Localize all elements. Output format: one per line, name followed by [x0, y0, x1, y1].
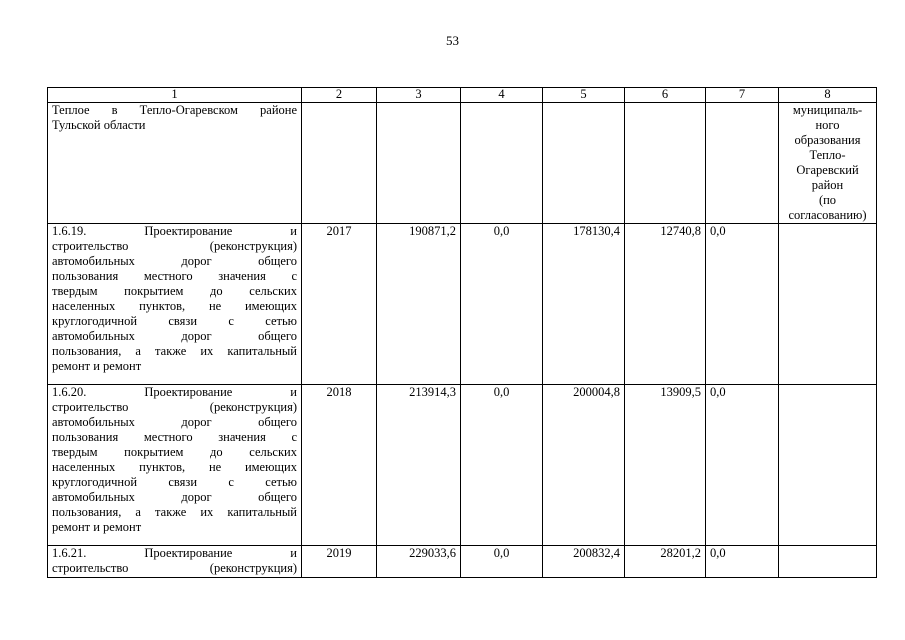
desc-line: Теплое в Тепло-Огаревском районе [52, 103, 297, 117]
executor-cell [779, 224, 877, 385]
desc-line: ремонт и ремонт [52, 359, 142, 373]
page-number: 53 [446, 33, 459, 48]
desc-line: строительство (реконструкция) [52, 239, 297, 253]
desc-line: строительство (реконструкция) [52, 400, 297, 414]
executor-cell [779, 385, 877, 546]
desc-line: 1.6.21. Проектирование и [52, 546, 297, 560]
row-description [48, 385, 302, 546]
table-row [48, 103, 877, 224]
other-cell: 0,0 [706, 385, 779, 546]
executor-cell [779, 546, 877, 578]
desc-line: автомобильных дорог общего [52, 329, 297, 343]
total-cell [377, 103, 461, 224]
federal-cell: 0,0 [461, 385, 543, 546]
table-row [48, 224, 877, 385]
other-cell: 0,0 [706, 546, 779, 578]
desc-line: 1.6.19. Проектирование и [52, 224, 297, 238]
federal-cell: 0,0 [461, 224, 543, 385]
desc-line: Тульской области [52, 118, 146, 132]
year-cell: 2018 [302, 385, 377, 546]
row-description [48, 224, 302, 385]
budget-table [47, 87, 877, 578]
local-cell: 12740,8 [625, 224, 706, 385]
federal-cell [461, 103, 543, 224]
desc-line: пользования, а также их капитальный [52, 505, 297, 519]
desc-line: пользования, а также их капитальный [52, 344, 297, 358]
row-description [48, 546, 302, 578]
executor-line: район [811, 178, 844, 192]
regional-cell: 200832,4 [543, 546, 625, 578]
executor-cell [779, 103, 877, 224]
year-cell [302, 103, 377, 224]
desc-line: пользования местного значения с [52, 269, 297, 283]
header-cell-6: 6 [625, 88, 706, 103]
other-cell: 0,0 [706, 224, 779, 385]
executor-line: Огаревский [796, 163, 859, 177]
total-cell: 229033,6 [377, 546, 461, 578]
executor-line: Тепло- [809, 148, 846, 162]
other-cell [706, 103, 779, 224]
desc-line: круглогодичной связи с сетью [52, 314, 297, 328]
desc-line: ремонт и ремонт [52, 520, 142, 534]
desc-line: 1.6.20. Проектирование и [52, 385, 297, 399]
federal-cell: 0,0 [461, 546, 543, 578]
header-cell-4: 4 [461, 88, 543, 103]
table-row [48, 385, 877, 546]
header-cell-5: 5 [543, 88, 625, 103]
year-cell: 2019 [302, 546, 377, 578]
table-row [48, 546, 877, 578]
total-cell: 190871,2 [377, 224, 461, 385]
executor-line: согласованию) [788, 208, 867, 222]
local-cell: 28201,2 [625, 546, 706, 578]
desc-line: населенных пунктов, не имеющих [52, 299, 297, 313]
local-cell [625, 103, 706, 224]
executor-line: образования [794, 133, 861, 147]
desc-line: твердым покрытием до сельских [52, 284, 297, 298]
desc-line: автомобильных дорог общего [52, 415, 297, 429]
executor-line: муниципаль- [792, 103, 863, 117]
desc-line: населенных пунктов, не имеющих [52, 460, 297, 474]
desc-line: автомобильных дорог общего [52, 490, 297, 504]
executor-line: (по [818, 193, 837, 207]
row-description [48, 103, 302, 224]
year-cell: 2017 [302, 224, 377, 385]
header-cell-7: 7 [706, 88, 779, 103]
header-cell-1: 1 [48, 88, 302, 103]
desc-line: твердым покрытием до сельских [52, 445, 297, 459]
header-cell-8: 8 [779, 88, 877, 103]
regional-cell: 178130,4 [543, 224, 625, 385]
total-cell: 213914,3 [377, 385, 461, 546]
regional-cell: 200004,8 [543, 385, 625, 546]
header-cell-2: 2 [302, 88, 377, 103]
desc-line: пользования местного значения с [52, 430, 297, 444]
desc-line: строительство (реконструкция) [52, 561, 297, 575]
desc-line: круглогодичной связи с сетью [52, 475, 297, 489]
table-header-row [48, 88, 877, 103]
local-cell: 13909,5 [625, 385, 706, 546]
desc-line: автомобильных дорог общего [52, 254, 297, 268]
regional-cell [543, 103, 625, 224]
executor-line: ного [815, 118, 840, 132]
header-cell-3: 3 [377, 88, 461, 103]
